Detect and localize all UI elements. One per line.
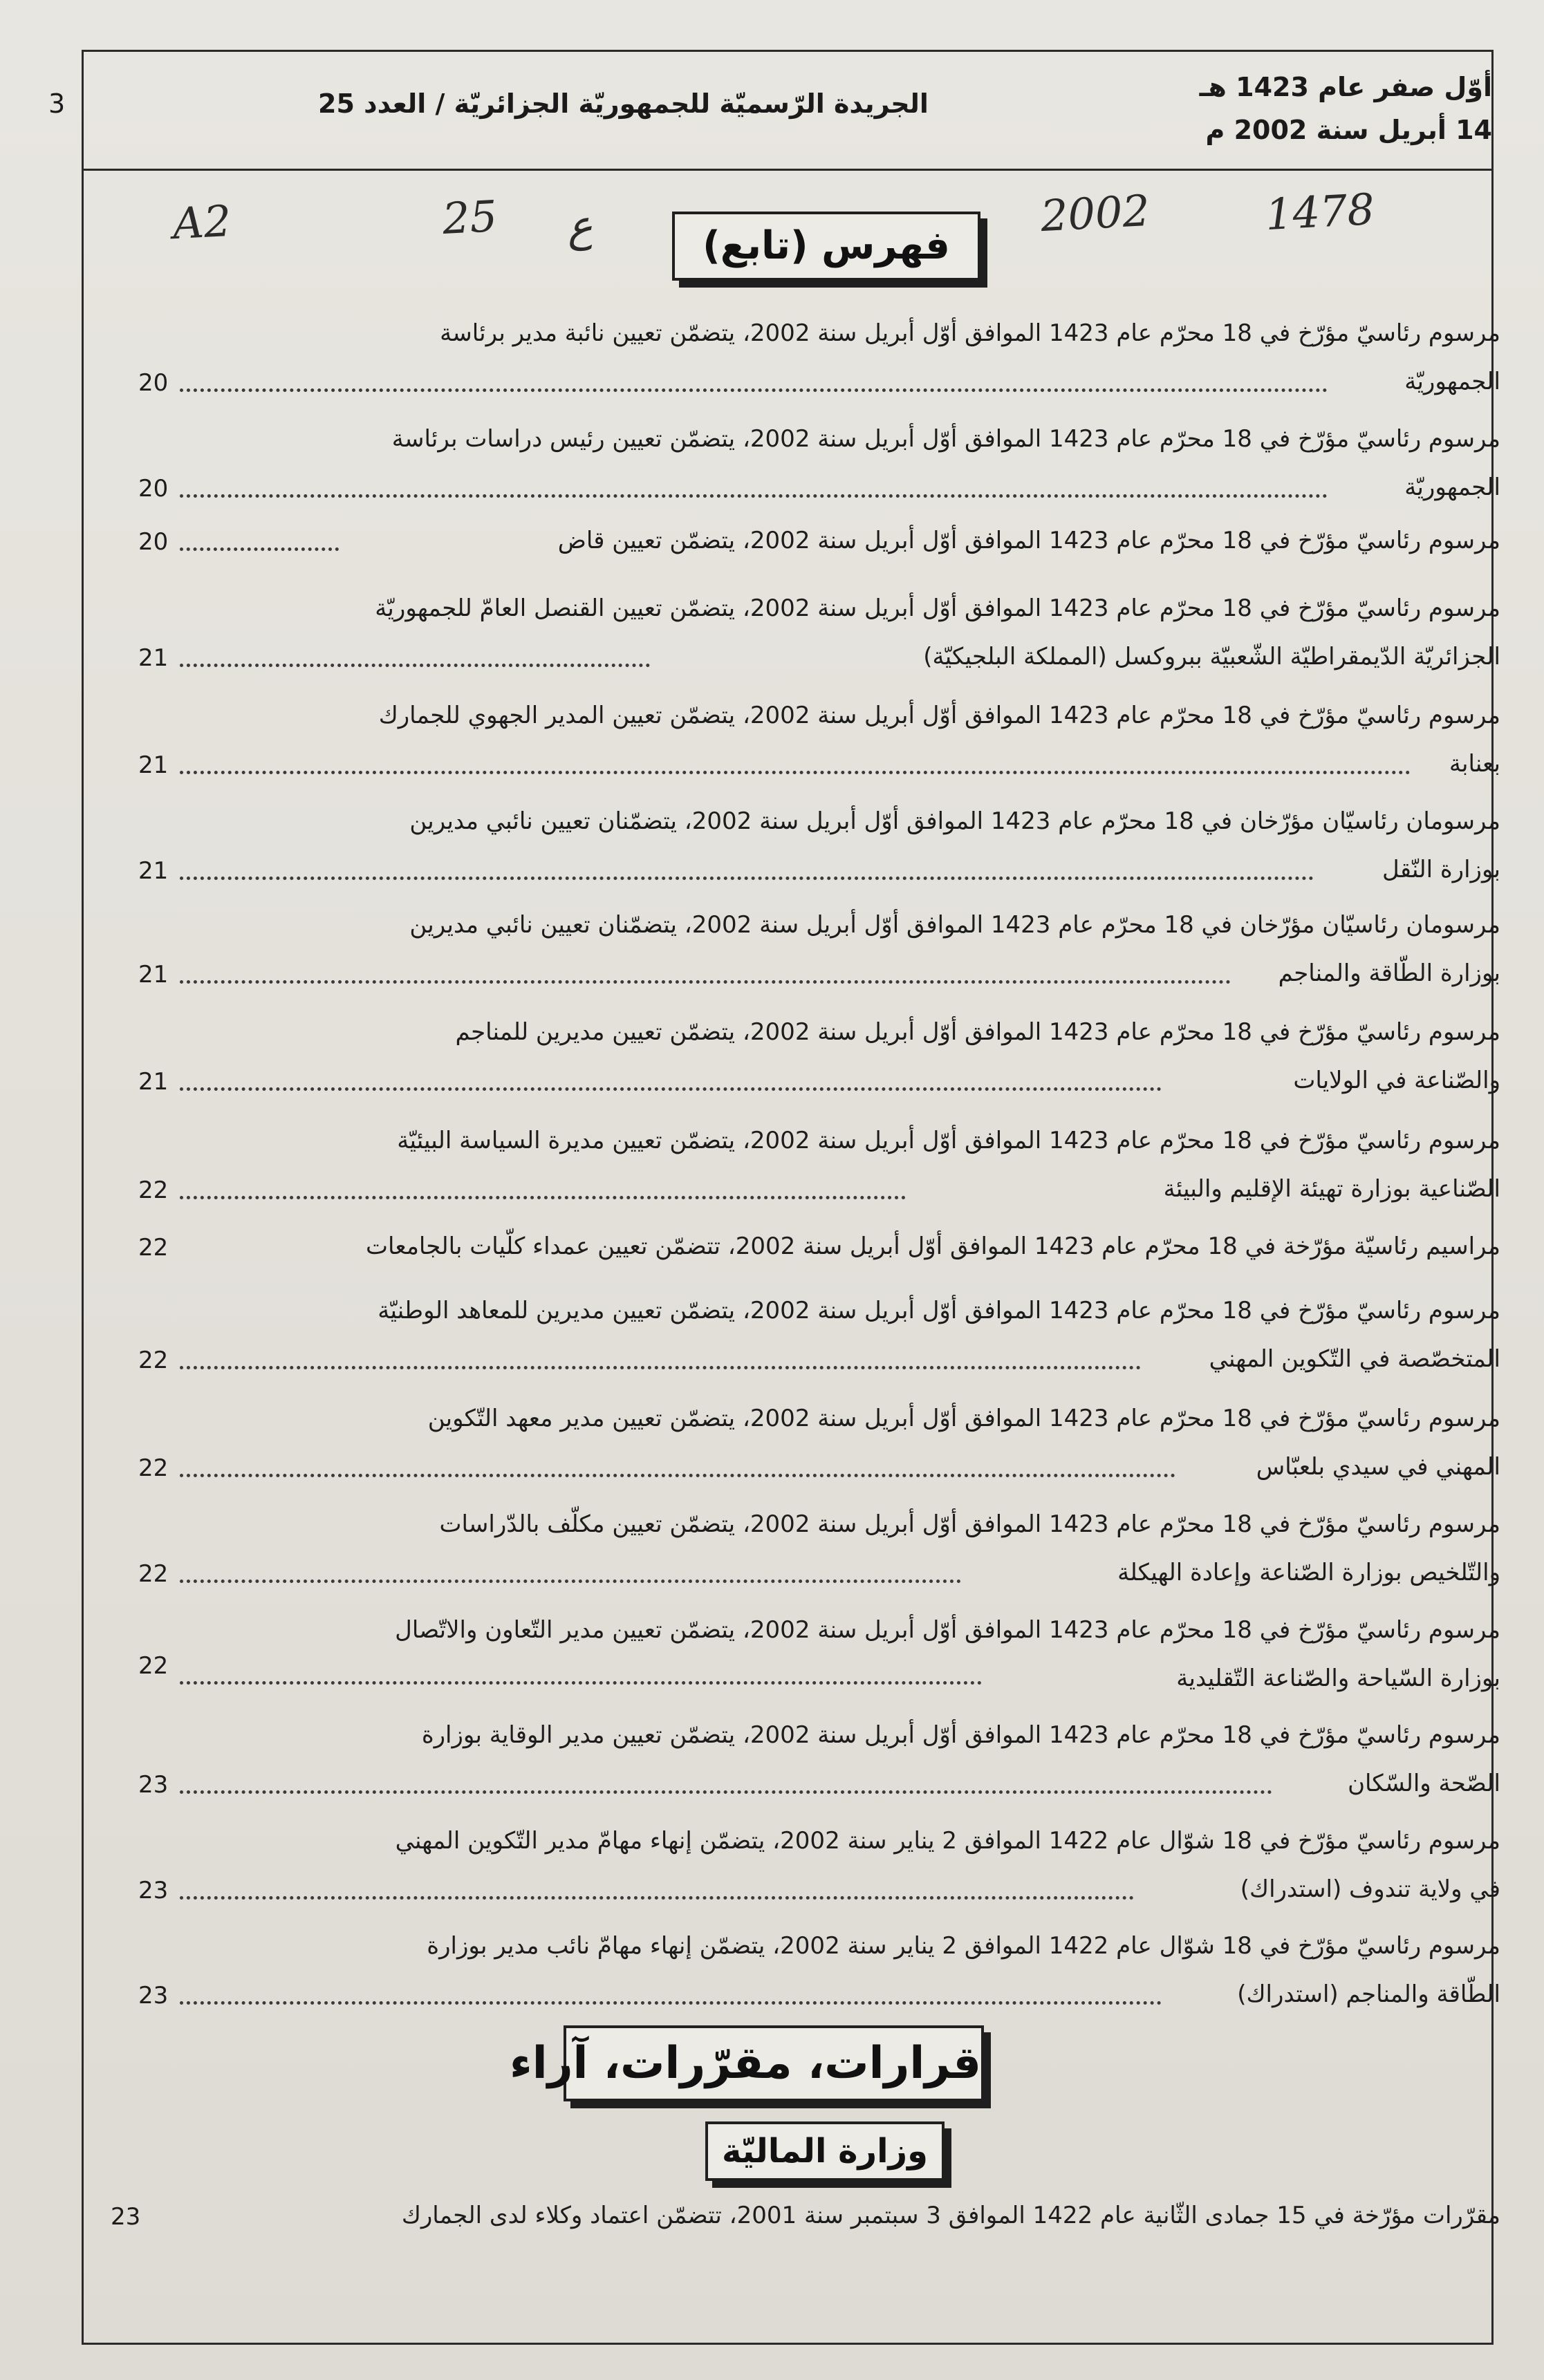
entry-page-number: 21 <box>138 857 169 885</box>
ministry-title: وزارة الماليّة <box>705 2121 945 2181</box>
entry-line: مرسوم رئاسيّ مؤرّخ في 18 محرّم عام 1423 الموافق أوّل أبريل سنة 2002، يتضمّن تعيين نائبة مدير برئاسة <box>440 319 1500 347</box>
entry-page-number: 20 <box>138 528 169 556</box>
decisions-section-title: قرارات، مقرّرات، آراء <box>564 2025 984 2101</box>
entry-line: بوزارة النّقل <box>1382 856 1500 883</box>
dot-leader <box>180 1471 1175 1477</box>
entry-line: مرسوم رئاسيّ مؤرّخ في 18 محرّم عام 1423 الموافق أوّل أبريل سنة 2002، يتضمّن تعيين مدير التّعاون والاتّصال <box>395 1616 1500 1644</box>
entry-line: المتخصّصة في التّكوين المهني <box>1209 1345 1500 1373</box>
entry-page-number: 20 <box>138 475 169 503</box>
entry-line: الصّحة والسّكان <box>1348 1770 1500 1797</box>
entry-line: مرسوم رئاسيّ مؤرّخ في 18 محرّم عام 1423 الموافق أوّل أبريل سنة 2002، يتضمّن تعيين قاض <box>557 527 1500 554</box>
dot-leader <box>180 977 1231 984</box>
entry-line: المهني في سيدي بلعبّاس <box>1256 1453 1500 1481</box>
entry-line: في ولاية تندوف (استدراك) <box>1240 1875 1500 1903</box>
entry-line: مرسوم رئاسيّ مؤرّخ في 18 محرّم عام 1423 الموافق أوّل أبريل سنة 2002، يتضمّن تعيين مديرين للمعاهد الوطنيّة <box>378 1297 1500 1324</box>
entry-page-number: 22 <box>138 1234 169 1262</box>
gazette-title: الجريدة الرّسميّة للجمهوريّة الجزائريّة / العدد 25 <box>318 88 929 119</box>
entry-line: مرسوم رئاسيّ مؤرّخ في 18 شوّال عام 1422 الموافق 2 يناير سنة 2002، يتضمّن إنهاء مهامّ مدير التّكوين المهني <box>395 1827 1500 1855</box>
dot-leader <box>180 1788 1272 1794</box>
dot-leader <box>180 1678 982 1685</box>
entry-page-number: 23 <box>111 2203 141 2231</box>
entry-page-number: 22 <box>138 1652 169 1680</box>
dot-leader <box>180 661 650 667</box>
entry-line: والصّناعة في الولايات <box>1293 1067 1500 1094</box>
entry-page-number: 23 <box>138 1771 169 1799</box>
entry-page-number: 22 <box>138 1560 169 1588</box>
entry-line: مرسوم رئاسيّ مؤرّخ في 18 شوّال عام 1422 الموافق 2 يناير سنة 2002، يتضمّن إنهاء مهامّ نائب مدير بوزارة <box>427 1932 1500 1960</box>
dot-leader <box>180 1998 1162 2005</box>
entry-line: الجزائريّة الدّيمقراطيّة الشّعبيّة ببروكسل (المملكة البلجيكيّة) <box>923 643 1500 671</box>
entry-line: الجمهوريّة <box>1404 368 1500 395</box>
entry-line: الصّناعية بوزارة تهيئة الإقليم والبيئة <box>1163 1175 1500 1203</box>
entry-page-number: 21 <box>138 1068 169 1096</box>
dot-leader <box>180 386 1328 392</box>
handwritten-note: ع <box>566 200 594 252</box>
dot-leader <box>180 545 339 551</box>
entry-page-number: 23 <box>138 1877 169 1904</box>
entry-line: مراسيم رئاسيّة مؤرّخة في 18 محرّم عام 1423 الموافق أوّل أبريل سنة 2002، تتضمّن تعيين عمداء كلّيات بالجامعات <box>365 1233 1500 1260</box>
entry-line: مرسوم رئاسيّ مؤرّخ في 18 محرّم عام 1423 الموافق أوّل أبريل سنة 2002، يتضمّن تعيين المدير الجهوي للجمارك <box>378 702 1500 729</box>
entry-line: بوزارة الطّاقة والمناجم <box>1278 959 1500 987</box>
entry-page-number: 22 <box>138 1177 169 1204</box>
hijri-date: أوّل صفر عام 1423 هـ <box>1199 72 1492 102</box>
dot-leader <box>180 1363 1141 1369</box>
entry-page-number: 23 <box>138 1982 169 2009</box>
entry-line: والتّلخيص بوزارة الصّناعة وإعادة الهيكلة <box>1117 1559 1500 1586</box>
entry-page-number: 21 <box>138 751 169 779</box>
entry-page-number: 21 <box>138 644 169 672</box>
handwritten-note: 25 <box>441 190 499 245</box>
page-number: 3 <box>48 88 66 119</box>
dot-leader <box>180 1893 1134 1900</box>
entry-line: مرسوم رئاسيّ مؤرّخ في 18 محرّم عام 1423 الموافق أوّل أبريل سنة 2002، يتضمّن تعيين مكلّف بالدّراسات <box>439 1510 1500 1538</box>
entry-line: الجمهوريّة <box>1404 474 1500 501</box>
entry-line: مرسوم رئاسيّ مؤرّخ في 18 محرّم عام 1423 الموافق أوّل أبريل سنة 2002، يتضمّن تعيين مديرة السياسة البيئيّة <box>397 1127 1500 1154</box>
entry-page-number: 22 <box>138 1454 169 1482</box>
entry-line: بوزارة السّياحة والصّناعة التّقليدية <box>1176 1665 1500 1692</box>
entry-line: الطّاقة والمناجم (استدراك) <box>1237 1980 1500 2008</box>
gregorian-date: 14 أبريل سنة 2002 م <box>1205 115 1492 145</box>
entry-line: مرسوم رئاسيّ مؤرّخ في 18 محرّم عام 1423 الموافق أوّل أبريل سنة 2002، يتضمّن تعيين القنصل العامّ للجمهوريّة <box>375 594 1500 622</box>
handwritten-note: A2 <box>171 195 233 250</box>
entry-line: مرسوم رئاسيّ مؤرّخ في 18 محرّم عام 1423 الموافق أوّل أبريل سنة 2002، يتضمّن تعيين مديرين للمناجم <box>455 1018 1500 1046</box>
dot-leader <box>180 491 1328 498</box>
entry-line: مرسوم رئاسيّ مؤرّخ في 18 محرّم عام 1423 الموافق أوّل أبريل سنة 2002، يتضمّن تعيين مدير الوقاية بوزارة <box>421 1721 1500 1749</box>
entry-line: بعنابة <box>1449 750 1500 778</box>
index-title: فهرس (تابع) <box>672 212 980 281</box>
entry-line: مرسومان رئاسيّان مؤرّخان في 18 محرّم عام 1423 الموافق أوّل أبريل سنة 2002، يتضمّنان تعيين نائبي مديرين <box>409 807 1500 835</box>
handwritten-note: 1478 <box>1264 183 1376 241</box>
dot-leader <box>180 874 1314 880</box>
entry-line: مرسوم رئاسيّ مؤرّخ في 18 محرّم عام 1423 الموافق أوّل أبريل سنة 2002، يتضمّن تعيين مدير معهد التّكوين <box>427 1405 1500 1432</box>
entry-line: مرسومان رئاسيّان مؤرّخان في 18 محرّم عام 1423 الموافق أوّل أبريل سنة 2002، يتضمّنان تعيين نائبي مديرين <box>409 911 1500 939</box>
entry-page-number: 21 <box>138 961 169 988</box>
dot-leader <box>180 1577 961 1583</box>
entry-page-number: 20 <box>138 369 169 397</box>
entry-line: مقرّرات مؤرّخة في 15 جمادى الثّانية عام 1422 الموافق 3 سبتمبر سنة 2001، تتضمّن اعتماد وكلاء لدى الجمارك <box>401 2202 1500 2229</box>
dot-leader <box>180 768 1411 774</box>
entry-page-number: 22 <box>138 1347 169 1374</box>
handwritten-note: 2002 <box>1039 185 1151 242</box>
entry-line: مرسوم رئاسيّ مؤرّخ في 18 محرّم عام 1423 الموافق أوّل أبريل سنة 2002، يتضمّن تعيين رئيس دراسات برئاسة <box>391 425 1500 453</box>
dot-leader <box>180 1085 1162 1091</box>
dot-leader <box>180 1193 906 1199</box>
